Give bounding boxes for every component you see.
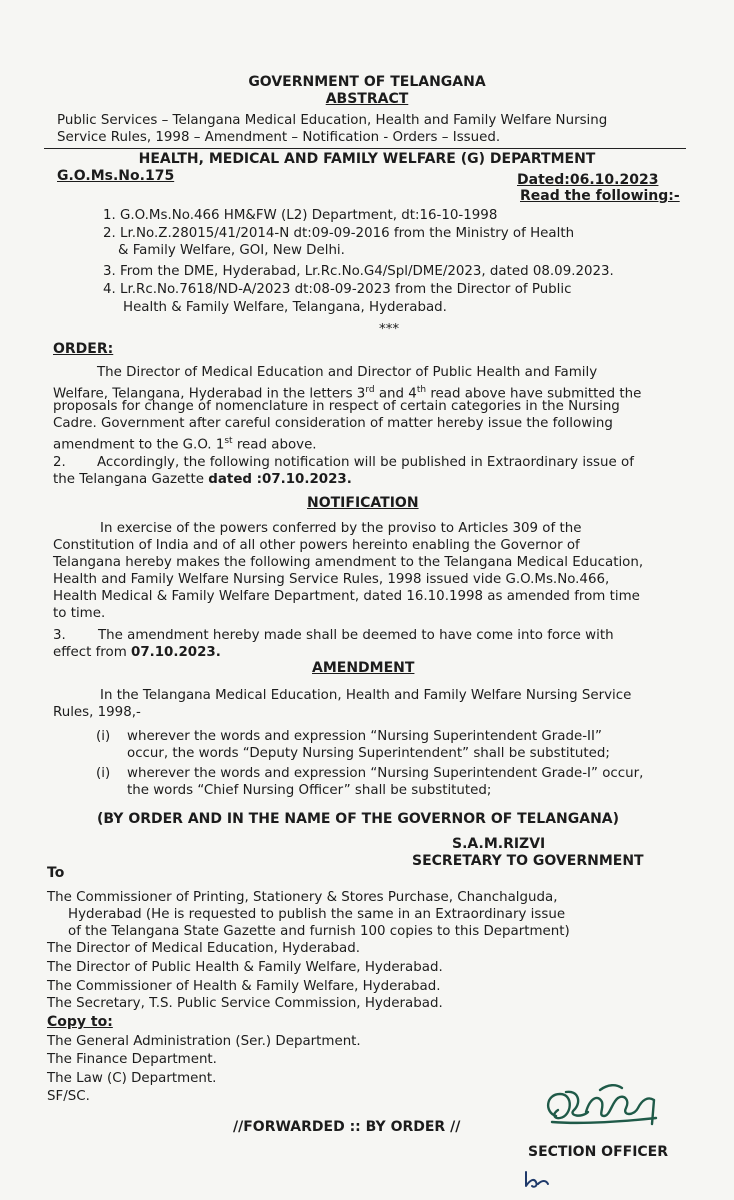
abstract-heading: ABSTRACT bbox=[325, 91, 409, 107]
notification-heading: NOTIFICATION bbox=[307, 495, 419, 511]
copy-to-item: The Law (C) Department. bbox=[47, 1071, 217, 1086]
amendment-item-line: occur, the words “Deputy Nursing Superintendent” shall be substituted; bbox=[127, 746, 610, 761]
reference-item-cont: Health & Family Welfare, Telangana, Hyderabad. bbox=[123, 300, 447, 315]
notification-line: Constitution of India and of all other powers hereinto enabling the Governor of bbox=[53, 538, 580, 553]
recipient-line: The Commissioner of Health & Family Welfare, Hyderabad. bbox=[47, 979, 441, 994]
section-officer-label: SECTION OFFICER bbox=[528, 1144, 669, 1160]
amendment-item-num: (i) bbox=[96, 766, 111, 781]
initials-mark bbox=[520, 1166, 554, 1192]
notification-line: Telangana hereby makes the following amendment to the Telangana Medical Education, bbox=[53, 555, 644, 570]
notification-line: Health and Family Welfare Nursing Service Rules, 1998 issued vide G.O.Ms.No.466, bbox=[53, 572, 610, 587]
order-para-1-line: The Director of Medical Education and Director of Public Health and Family bbox=[97, 365, 598, 380]
recipient-line: The Secretary, T.S. Public Service Commission, Hyderabad. bbox=[47, 996, 443, 1011]
notification-para-3-line: The amendment hereby made shall be deemed to have come into force with bbox=[98, 628, 614, 643]
notification-para-3-num: 3. bbox=[53, 628, 66, 643]
amendment-intro-line: In the Telangana Medical Education, Health and Family Welfare Nursing Service bbox=[100, 688, 632, 703]
order-para-1-line: Cadre. Government after careful consideration of matter hereby issue the following bbox=[53, 416, 613, 431]
amendment-item-line: wherever the words and expression “Nursing Superintendent Grade-II” bbox=[127, 729, 602, 744]
forwarded-line: //FORWARDED :: BY ORDER // bbox=[233, 1119, 461, 1135]
order-para-1-line: amendment to the G.O. 1st read above. bbox=[53, 436, 317, 453]
amendment-item-line: wherever the words and expression “Nursing Superintendent Grade-I” occur, bbox=[127, 766, 644, 781]
copy-to-item: The General Administration (Ser.) Department. bbox=[47, 1034, 361, 1049]
order-para-2-line: Accordingly, the following notification will be published in Extraordinary issue of bbox=[97, 455, 634, 470]
government-title: GOVERNMENT OF TELANGANA bbox=[248, 74, 486, 90]
order-para-2-num: 2. bbox=[53, 455, 66, 470]
notification-line: Health Medical & Family Welfare Department, dated 16.10.1998 as amended from time bbox=[53, 589, 640, 604]
copy-to-item: The Finance Department. bbox=[47, 1052, 217, 1067]
copy-to-label: Copy to: bbox=[47, 1014, 113, 1030]
amendment-item-num: (i) bbox=[96, 729, 111, 744]
go-date: Dated:06.10.2023 bbox=[517, 172, 659, 188]
reference-item-cont: & Family Welfare, GOI, New Delhi. bbox=[118, 243, 345, 258]
recipient-line: Hyderabad (He is requested to publish the same in an Extraordinary issue bbox=[68, 907, 566, 922]
reference-item: 2. Lr.No.Z.28015/41/2014-N dt:09-09-2016 from the Ministry of Health bbox=[103, 226, 575, 241]
reference-item: 4. Lr.Rc.No.7618/ND-A/2023 dt:08-09-2023 from the Director of Public bbox=[103, 282, 572, 297]
subject-line-1: Public Services – Telangana Medical Education, Health and Family Welfare Nursing bbox=[57, 113, 608, 128]
department-title: HEALTH, MEDICAL AND FAMILY WELFARE (G) DEPARTMENT bbox=[138, 151, 596, 167]
separator-stars: *** bbox=[379, 322, 400, 337]
go-number: G.O.Ms.No.175 bbox=[57, 168, 175, 184]
amendment-intro-line: Rules, 1998,- bbox=[53, 705, 141, 720]
copy-to-item: SF/SC. bbox=[47, 1089, 90, 1104]
order-para-2-line: the Telangana Gazette dated :07.10.2023. bbox=[53, 472, 352, 487]
order-para-1-line: proposals for change of nomenclature in respect of certain categories in the Nursing bbox=[53, 399, 620, 414]
handwritten-signature bbox=[538, 1072, 678, 1150]
read-following: Read the following:- bbox=[520, 188, 680, 204]
by-order-line: (BY ORDER AND IN THE NAME OF THE GOVERNOR OF TELANGANA) bbox=[97, 811, 620, 827]
reference-item: 1. G.O.Ms.No.466 HM&FW (L2) Department, dt:16-10-1998 bbox=[103, 208, 498, 223]
reference-item: 3. From the DME, Hyderabad, Lr.Rc.No.G4/Spl/DME/2023, dated 08.09.2023. bbox=[103, 264, 614, 279]
header-divider bbox=[44, 148, 686, 149]
recipient-line: of the Telangana State Gazette and furnish 100 copies to this Department) bbox=[68, 924, 570, 939]
signatory-title: SECRETARY TO GOVERNMENT bbox=[412, 853, 644, 869]
order-heading: ORDER: bbox=[53, 341, 114, 357]
signatory-name: S.A.M.RIZVI bbox=[452, 836, 546, 852]
recipient-line: The Director of Public Health & Family Welfare, Hyderabad. bbox=[47, 960, 443, 975]
to-label: To bbox=[47, 865, 65, 881]
notification-para-3-line: effect from 07.10.2023. bbox=[53, 645, 221, 660]
notification-line: In exercise of the powers conferred by the proviso to Articles 309 of the bbox=[100, 521, 582, 536]
recipient-line: The Commissioner of Printing, Stationery & Stores Purchase, Chanchalguda, bbox=[47, 890, 558, 905]
order-para-1-line: Welfare, Telangana, Hyderabad in the letters 3rd and 4th read above have submitted the bbox=[53, 385, 642, 402]
notification-line: to time. bbox=[53, 606, 106, 621]
recipient-line: The Director of Medical Education, Hyderabad. bbox=[47, 941, 361, 956]
amendment-heading: AMENDMENT bbox=[312, 660, 415, 676]
subject-line-2: Service Rules, 1998 – Amendment – Notification - Orders – Issued. bbox=[57, 130, 501, 145]
amendment-item-line: the words “Chief Nursing Officer” shall be substituted; bbox=[127, 783, 492, 798]
